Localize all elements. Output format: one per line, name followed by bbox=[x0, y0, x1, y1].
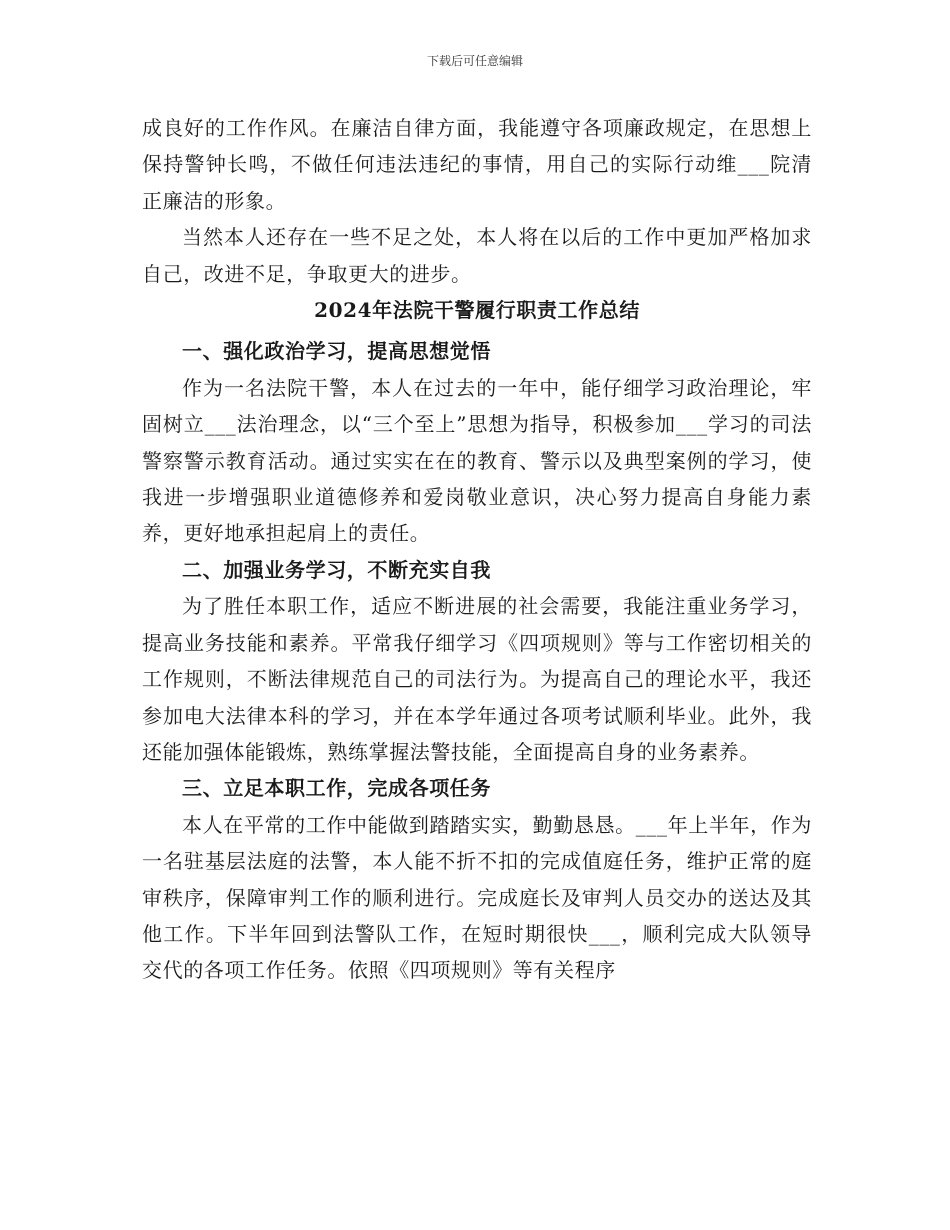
section-body-1: 作为一名法院干警，本人在过去的一年中，能仔细学习政治理论，牢固树立___法治理念，以“三个至上”思想为指导，积极参加___学习的司法警察警示教育活动。通过实实在在的教育、警示以及典型案例的学习，使我进一步增强职业道德修养和爱岗敬业意识，决心努力提高自身能力素养，更好地承担起肩上的责任。 bbox=[142, 375, 812, 546]
section-heading-3: 三、立足本职工作，完成各项任务 bbox=[182, 776, 491, 801]
section-body-3: 本人在平常的工作中能做到踏踏实实，勤勤恳恳。___年上半年，作为一名驻基层法庭的法警，本人能不折不扣的完成值庭任务，维护正常的庭审秩序，保障审判工作的顺利进行。完成庭长及审判人员交办的送达及其他工作。下半年回到法警队工作，在短时期很快___，顺利完成大队领导交代的各项工作任务。依照《四项规则》等有关程序 bbox=[142, 812, 812, 983]
section-heading-1: 一、强化政治学习，提高思想觉悟 bbox=[182, 339, 491, 364]
section-body-2: 为了胜任本职工作，适应不断进展的社会需要，我能注重业务学习，提高业务技能和素养。平常我仔细学习《四项规则》等与工作密切相关的工作规则，不断法律规范自己的司法行为。为提高自己的理论水平，我还参加电大法律本科的学习，并在本学年通过各项考试顺利毕业。此外，我还能加强体能锻炼，熟练掌握法警技能，全面提高自身的业务素养。 bbox=[142, 594, 812, 764]
intro-paragraph-1: 成良好的工作作风。在廉洁自律方面，我能遵守各项廉政规定，在思想上保持警钟长鸣，不做任何违法违纪的事情，用自己的实际行动维___院清正廉洁的形象。 bbox=[142, 116, 812, 213]
intro-paragraph-2: 当然本人还存在一些不足之处，本人将在以后的工作中更加严格加求自己，改进不足，争取更大的进步。 bbox=[142, 225, 812, 286]
document-title: 2024年法院干警履行职责工作总结 bbox=[314, 298, 640, 323]
section-heading-2: 二、加强业务学习，不断充实自我 bbox=[182, 557, 491, 582]
document-body bbox=[142, 110, 812, 989]
page-header: 下载后可任意编辑 bbox=[426, 54, 523, 68]
